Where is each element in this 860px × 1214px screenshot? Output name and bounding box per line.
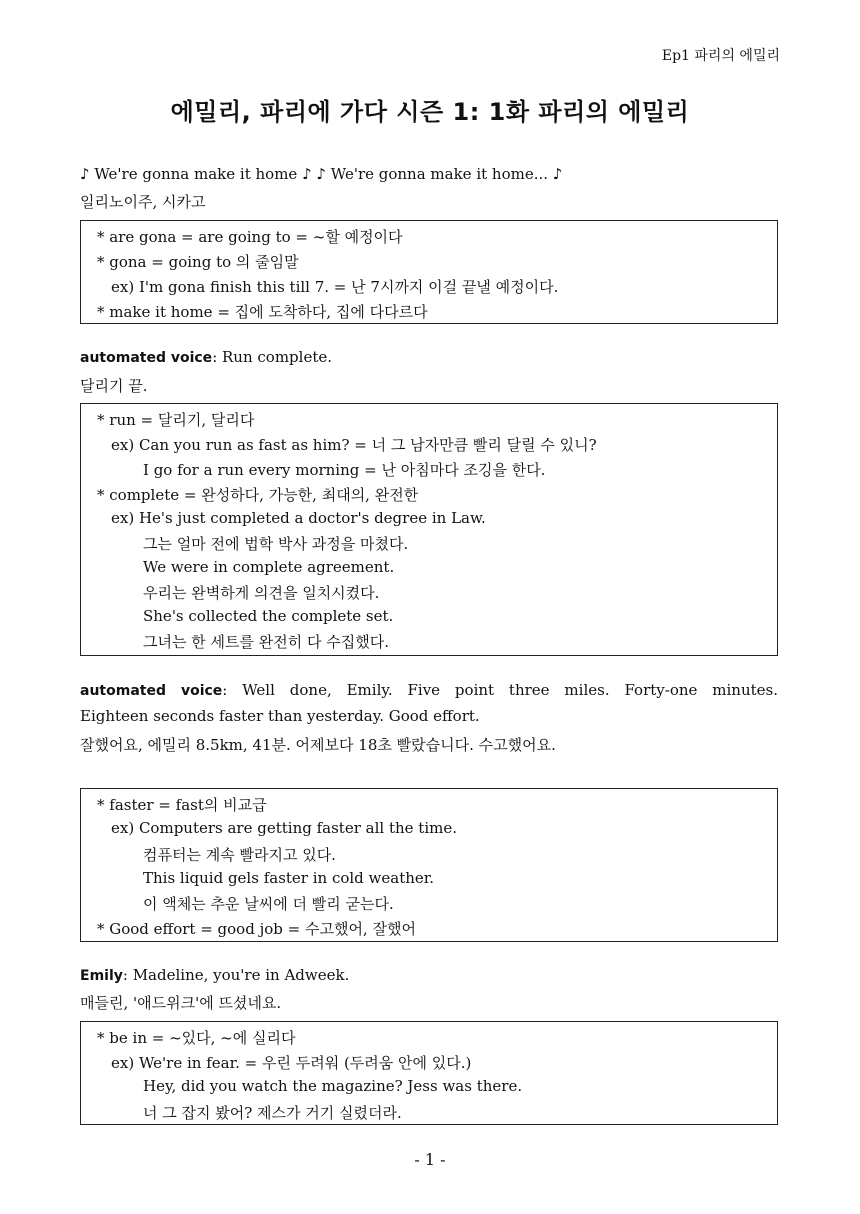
note-line: * gona = going to 의 줄임말	[97, 253, 299, 271]
vocab-note-box	[80, 220, 778, 324]
dialogue-line	[80, 681, 778, 699]
note-example-line: 너 그 잡지 봤어? 제스가 거기 실렸더라.	[143, 1104, 402, 1122]
translation-line: 매들린, '애드위크'에 뜨셨네요.	[80, 994, 282, 1012]
note-line: * complete = 완성하다, 가능한, 최대의, 완전한	[97, 486, 419, 504]
speaker-label: automated voice	[80, 683, 223, 699]
translation-line: 달리기 끝.	[80, 377, 148, 395]
song-lyric-line: ♪ We're gonna make it home ♪ ♪ We're gonna make it home... ♪	[80, 165, 563, 183]
speaker-label: automated voice	[80, 350, 213, 366]
dialogue-continuation: Eighteen seconds faster than yesterday. Good effort.	[80, 707, 480, 725]
note-line: * Good effort = good job = 수고했어, 잘했어	[97, 920, 416, 938]
note-example-line: 우리는 완벽하게 의견을 일치시켰다.	[143, 584, 380, 602]
dialogue-line	[80, 348, 332, 366]
note-example-line: 컴퓨터는 계속 빨라지고 있다.	[143, 846, 336, 864]
dialogue-text: : Run complete.	[212, 348, 332, 366]
note-example-line: She's collected the complete set.	[143, 607, 394, 625]
note-example-line: I go for a run every morning = 난 아침마다 조깅을 한다.	[143, 461, 546, 479]
note-example-line: ex) He's just completed a doctor's degree in Law.	[111, 509, 486, 527]
note-example-line: 이 액체는 추운 날씨에 더 빨리 굳는다.	[143, 895, 394, 913]
note-example-line: 그녀는 한 세트를 완전히 다 수집했다.	[143, 633, 389, 651]
note-example-line: We were in complete agreement.	[143, 558, 395, 576]
note-line: * are gona = are going to = ~할 예정이다	[97, 228, 403, 246]
dialogue-line	[80, 966, 349, 984]
vocab-note-box	[80, 788, 778, 942]
note-example-line: ex) We're in fear. = 우린 두려워 (두려움 안에 있다.)	[111, 1054, 472, 1072]
page-number: - 1 -	[414, 1150, 446, 1169]
translation-line: 잘했어요, 에밀리 8.5km, 41분. 어제보다 18초 빨랐습니다. 수고했어요.	[80, 736, 556, 754]
note-example-line: ex) Can you run as fast as him? = 너 그 남자만큼 빨리 달릴 수 있니?	[111, 436, 597, 454]
note-line: * make it home = 집에 도착하다, 집에 다다르다	[97, 303, 428, 321]
note-example-line: Hey, did you watch the magazine? Jess was there.	[143, 1077, 523, 1095]
note-example-line: ex) I'm gona finish this till 7. = 난 7시까지 이걸 끝낼 예정이다.	[111, 278, 559, 296]
vocab-note-box	[80, 1021, 778, 1125]
document-title: 에밀리, 파리에 가다 시즌 1: 1화 파리의 에밀리	[170, 98, 690, 126]
speaker-label: Emily	[80, 968, 123, 984]
note-example-line: 그는 얼마 전에 법학 박사 과정을 마쳤다.	[143, 535, 409, 553]
dialogue-text: : Madeline, you're in Adweek.	[122, 966, 350, 984]
note-line: * run = 달리기, 달리다	[97, 411, 255, 429]
vocab-note-box	[80, 403, 778, 656]
running-header: Ep1 파리의 에밀리	[661, 48, 780, 64]
note-example-line: This liquid gels faster in cold weather.	[143, 869, 435, 887]
note-line: * be in = ~있다, ~에 실리다	[97, 1029, 296, 1047]
note-line: * faster = fast의 비교급	[97, 796, 267, 814]
translation-line: 일리노이주, 시카고	[80, 193, 206, 211]
note-example-line: ex) Computers are getting faster all the time.	[111, 819, 457, 837]
dialogue-text: : Well done, Emily. Five point three miles. Forty-one minutes.	[222, 681, 778, 699]
